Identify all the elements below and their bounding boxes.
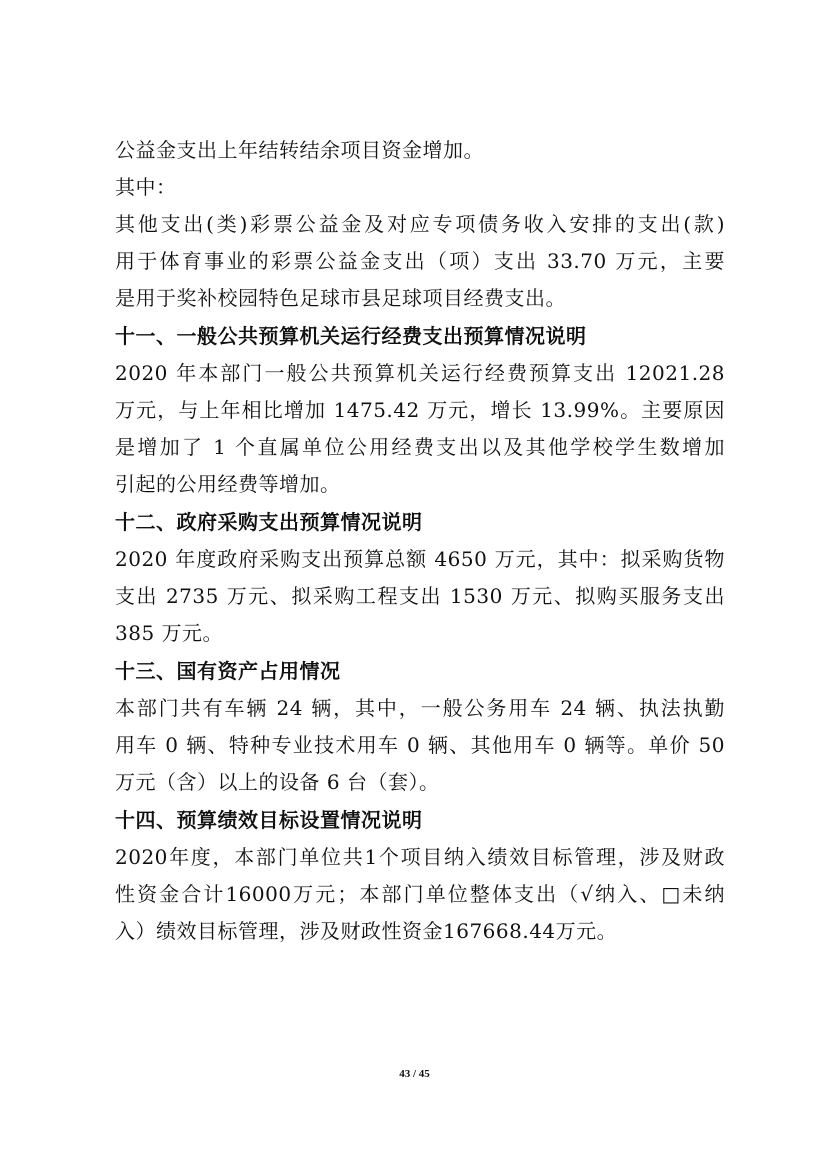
paragraph-line: 性资金合计16000万元；本部门单位整体支出（√纳入、□未纳: [115, 882, 725, 906]
paragraph-line: 2020 年本部门一般公共预算机关运行经费预算支出 12021.28: [115, 361, 725, 385]
paragraph-line: 2020年度，本部门单位共1个项目纳入绩效目标管理，涉及财政: [115, 845, 725, 869]
paragraph-line: 万元，与上年相比增加 1475.42 万元，增长 13.99%。主要原因: [115, 398, 725, 422]
paragraph-line: 万元（含）以上的设备 6 台（套）。: [115, 770, 440, 794]
paragraph-line: 支出 2735 万元、拟采购工程支出 1530 万元、拟购买服务支出: [115, 584, 725, 608]
paragraph-line: 是用于奖补校园特色足球市县足球项目经费支出。: [115, 286, 566, 310]
paragraph-line: 公益金支出上年结转结余项目资金增加。: [115, 138, 484, 162]
paragraph-line: 引起的公用经费等增加。: [115, 472, 341, 496]
section-heading-14: 十四、预算绩效目标设置情况说明: [115, 808, 423, 832]
paragraph-line: 其中：: [115, 175, 177, 199]
paragraph-line: 入）绩效目标管理，涉及财政性资金167668.44万元。: [115, 919, 618, 943]
paragraph-line: 385 万元。: [115, 621, 224, 645]
paragraph-line: 用于体育事业的彩票公益金支出（项）支出 33.70 万元，主要: [115, 249, 725, 273]
paragraph-line: 用车 0 辆、特种专业技术用车 0 辆、其他用车 0 辆等。单价 50: [115, 733, 725, 757]
section-heading-12: 十二、政府采购支出预算情况说明: [115, 510, 423, 534]
paragraph-line: 2020 年度政府采购支出预算总额 4650 万元，其中：拟采购货物: [115, 547, 725, 571]
paragraph-line: 本部门共有车辆 24 辆，其中，一般公务用车 24 辆、执法执勤: [115, 696, 725, 720]
paragraph-line: 其他支出(类)彩票公益金及对应专项债务收入安排的支出(款): [115, 212, 725, 236]
section-heading-11: 十一、一般公共预算机关运行经费支出预算情况说明: [115, 324, 587, 348]
paragraph-line: 是增加了 1 个直属单位公用经费支出以及其他学校学生数增加: [115, 435, 725, 459]
document-body: [115, 132, 725, 950]
section-heading-13: 十三、国有资产占用情况: [115, 659, 341, 683]
page-number: 43 / 45: [399, 1068, 430, 1080]
